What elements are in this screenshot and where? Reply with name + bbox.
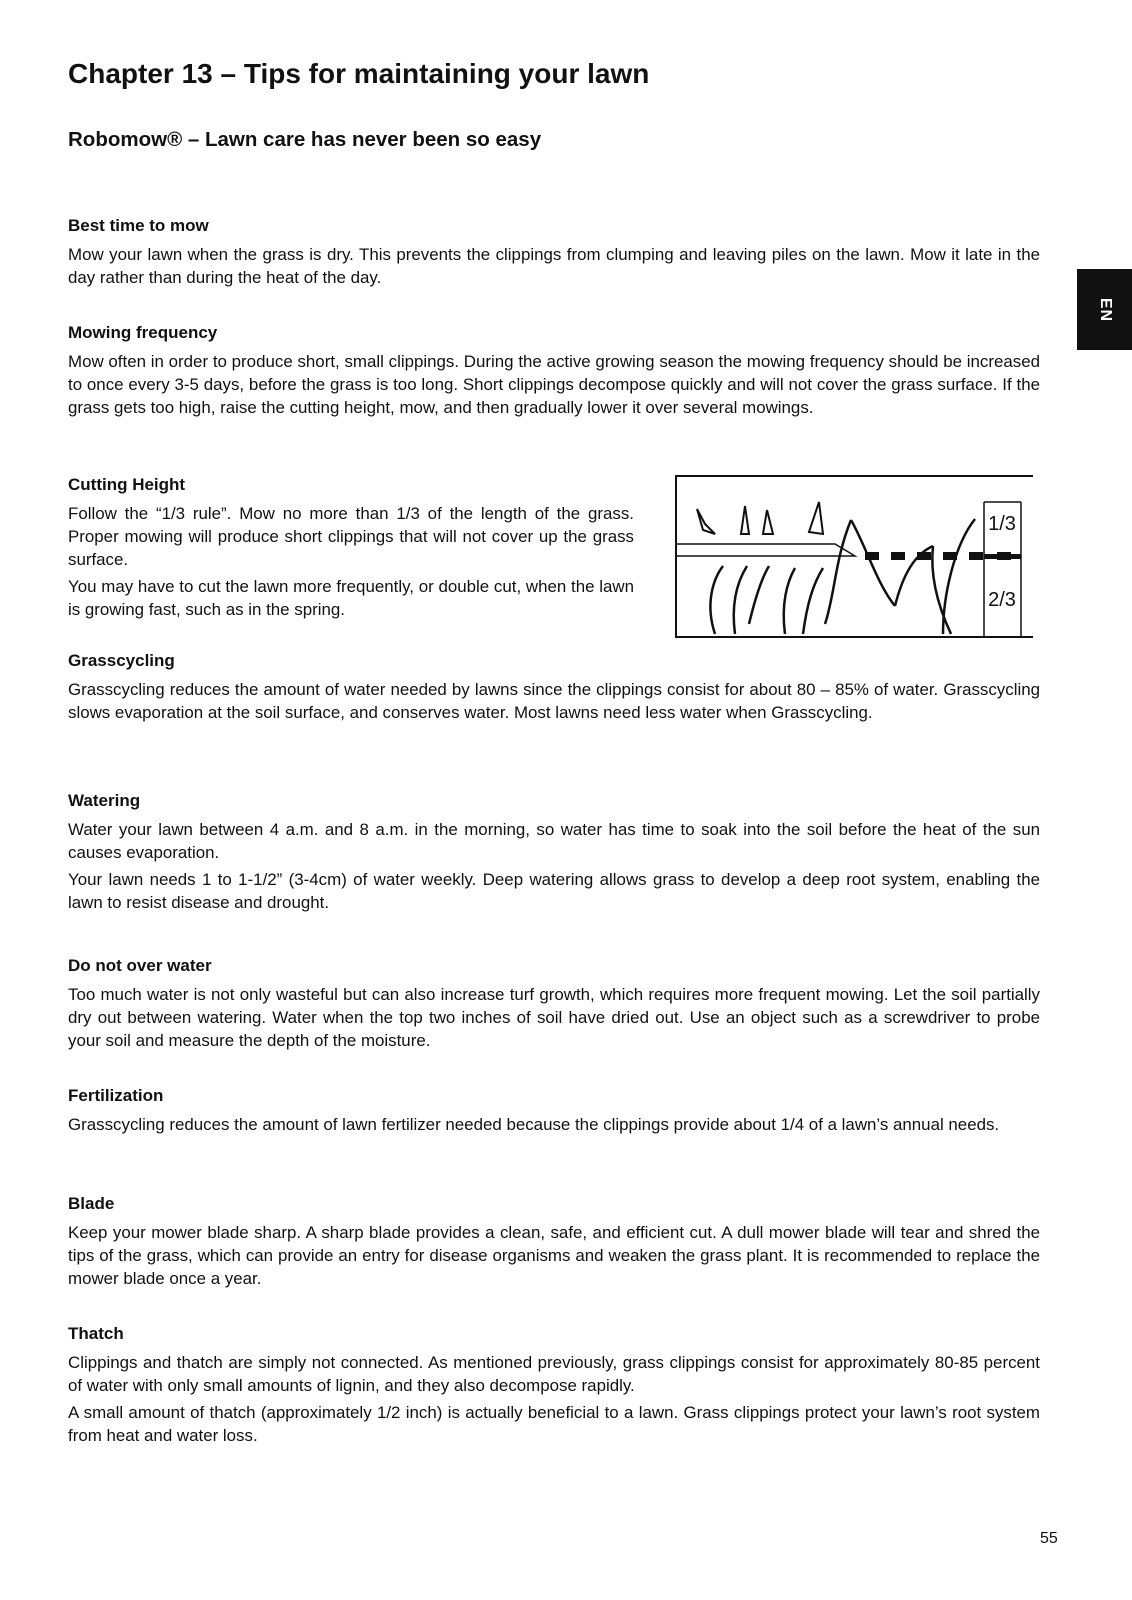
section-heading: Grasscycling	[68, 651, 175, 670]
language-tab-label: EN	[1096, 297, 1114, 322]
section-heading: Best time to mow	[68, 216, 209, 235]
section-paragraph: Water your lawn between 4 a.m. and 8 a.m. in the morning, so water has time to soak into the soil before the heat of the sun causes evaporation.	[68, 820, 1040, 862]
section-paragraph: Mow often in order to produce short, small clippings. During the active growing season the mowing frequency should be increased to once every 3-5 days, before the grass is too long. Short clippings decompose quickly and will not cover the grass surface. If the grass gets too high, raise the cutting height, mow, and then gradually lower it over several mowings.	[68, 352, 1040, 417]
section-paragraph: Follow the “1/3 rule”. Mow no more than 1/3 of the length of the grass. Proper mowing will produce short clippings that will not cover up the grass surface.	[68, 504, 634, 569]
figure-bottom-label: 2/3	[988, 589, 1016, 611]
section-paragraph: A small amount of thatch (approximately 1/2 inch) is actually beneficial to a lawn. Grass clippings protect your lawn’s root system from heat and water loss.	[68, 1403, 1040, 1445]
section-watering	[68, 790, 1040, 918]
section-paragraph: Keep your mower blade sharp. A sharp blade provides a clean, safe, and efficient cut. A dull mower blade will tear and shred the tips of the grass, which can provide an entry for disease organisms and weaken the grass plant. It is recommended to replace the mower blade once a year.	[68, 1223, 1040, 1288]
page-title: Chapter 13 – Tips for maintaining your lawn	[68, 58, 650, 89]
language-tab	[1077, 269, 1132, 350]
grass-cutting-height-diagram	[675, 474, 1035, 639]
section-best-time-to-mow	[68, 215, 1040, 293]
section-blade	[68, 1193, 1040, 1294]
section-heading: Watering	[68, 791, 141, 810]
section-thatch	[68, 1323, 1040, 1451]
section-paragraph: You may have to cut the lawn more frequently, or double cut, when the lawn is growing fast, such as in the spring.	[68, 577, 634, 619]
section-paragraph: Mow your lawn when the grass is dry. This prevents the clippings from clumping and leaving piles on the lawn. Mow it late in the day rather than during the heat of the day.	[68, 245, 1040, 287]
page-number: 55	[1040, 1530, 1058, 1547]
section-heading: Mowing frequency	[68, 323, 218, 342]
section-mowing-frequency	[68, 322, 1040, 423]
section-paragraph: Your lawn needs 1 to 1-1/2” (3-4cm) of water weekly. Deep watering allows grass to develop a deep root system, enabling the lawn to resist disease and drought.	[68, 870, 1040, 912]
section-heading: Thatch	[68, 1324, 124, 1343]
section-do-not-over-water	[68, 955, 1040, 1056]
section-heading: Do not over water	[68, 956, 212, 975]
section-paragraph: Clippings and thatch are simply not connected. As mentioned previously, grass clippings consist for approximately 80-85 percent of water with only small amounts of lignin, and they also decompose rapidly.	[68, 1353, 1040, 1395]
section-paragraph: Grasscycling reduces the amount of lawn fertilizer needed because the clippings provide about 1/4 of a lawn’s annual needs.	[68, 1115, 1000, 1134]
section-grasscycling	[68, 650, 1040, 728]
section-paragraph: Too much water is not only wasteful but can also increase turf growth, which requires more frequent mowing. Let the soil partially dry out between watering. Water when the top two inches of soil have dried out. Use an object such as a screwdriver to probe your soil and measure the depth of the moisture.	[68, 985, 1040, 1050]
section-cutting-height	[68, 474, 634, 625]
section-heading: Cutting Height	[68, 475, 186, 494]
section-heading: Blade	[68, 1194, 115, 1213]
section-paragraph: Grasscycling reduces the amount of water needed by lawns since the clippings consist for about 80 – 85% of water. Grasscycling slows evaporation at the soil surface, and conserves water. Most lawns need less water when Grasscycling.	[68, 680, 1040, 722]
section-heading: Fertilization	[68, 1086, 164, 1105]
clipped-grass-tips	[697, 502, 823, 534]
page-subtitle: Robomow® – Lawn care has never been so easy	[68, 128, 542, 151]
grass-blades	[710, 519, 975, 634]
figure-top-label: 1/3	[988, 513, 1016, 535]
section-fertilization	[68, 1085, 1040, 1140]
